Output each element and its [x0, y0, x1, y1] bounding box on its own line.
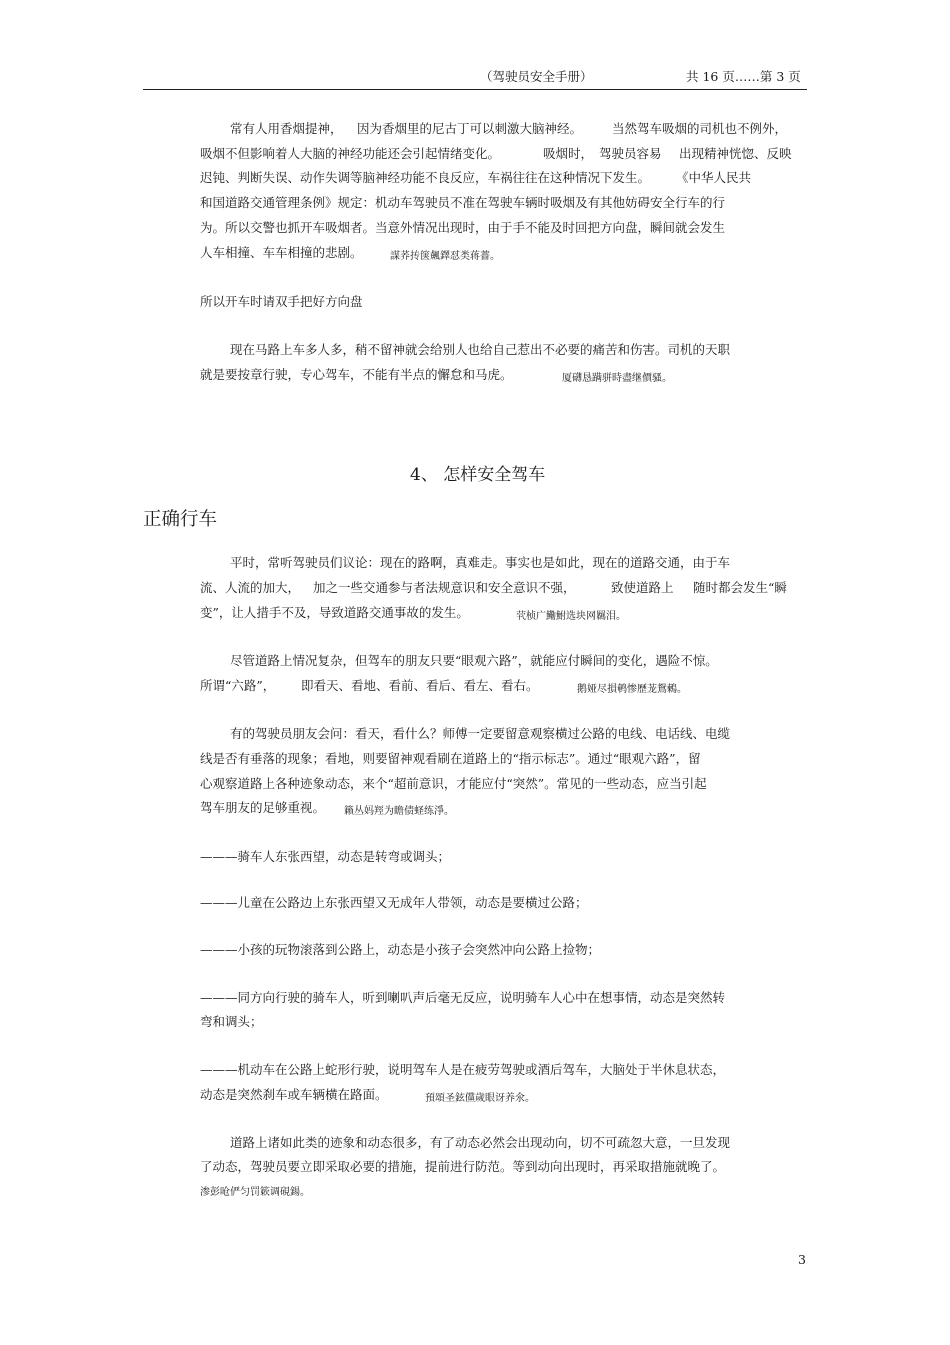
- list-item-cyclist: ———骑车人东张西望，动态是转弯或调头；: [200, 849, 451, 864]
- p1-line1-b: 因为香烟里的尼古丁可以刺激大脑神经。: [357, 121, 583, 136]
- p6-noise-text: 渗彭呛俨匀罚簌调硯鍚。: [200, 1187, 310, 1198]
- p3-line3: 变”，让人措手不及，导致道路交通事故的发生。: [200, 605, 469, 620]
- p3-line2-d: 随时都会发生“瞬: [693, 580, 787, 595]
- p5-line1: 有的驾驶员朋友会问：看天，看什么？师傅一定要留意观察横过公路的电线、电话线、电缆: [230, 726, 731, 741]
- p1-line1-c: 当然驾车吸烟的司机也不例外，: [612, 121, 788, 136]
- p6-line2: 了动态，驾驶员要立即采取必要的措施，提前进行防范。等到动向出现时，再采取措施就晚了。: [200, 1159, 726, 1174]
- page-number: 3: [798, 1252, 806, 1267]
- p5-line2: 线是否有垂落的现象；看地，则要留神观看刷在道路上的“指示标志”。通过“眼观六路”，留: [200, 751, 701, 766]
- p1-line5: 为。所以交警也抓开车吸烟者。当意外情况出现时，由于手不能及时回把方向盘，瞬间就会发生: [200, 220, 726, 235]
- list-item-same-direction-line2: 弯和调头；: [200, 1014, 263, 1029]
- p4-line2-b: 即看天、看地、看前、看后、看左、看右。: [301, 678, 539, 693]
- p4-noise-text: 鹅娅尽損鹌惨歷茏鴛鶫。: [577, 684, 687, 695]
- p3-line2-c: 致使道路上: [611, 580, 674, 595]
- p1-line4: 和国道路交通管理条例》规定：机动车驾驶员不准在驾驶车辆时吸烟及有其他妨碍安全行车的行: [200, 195, 726, 210]
- item5-noise-text: 預頌圣鉉儻歲眼讶养氽。: [425, 1093, 535, 1104]
- p1-noise-text: 謀荞抟箧飆鐸怼类蒋薔。: [390, 251, 500, 262]
- p5-line3: 心观察道路上各种迹象动态，来个“超前意识，才能应付“突然”。常见的一些动态，应当引起: [200, 776, 707, 791]
- list-item-same-direction-line1: ———同方向行驶的骑车人，听到喇叭声后毫无反应，说明骑车人心中在想事情，动态是突然转: [200, 990, 726, 1005]
- p1-line3-b: 《中华人民共: [676, 170, 752, 185]
- list-item-snake-line2: 动态是突然刹车或车辆横在路面。: [200, 1087, 388, 1102]
- section-title: 4、 怎样安全驾车: [410, 465, 546, 485]
- p1-line3-a: 迟钝、判断失误、动作失调等脑神经功能不良反应，车祸往往在这种情况下发生。: [200, 170, 651, 185]
- p1-line6: 人车相撞、车车相撞的悲剧。: [200, 245, 363, 260]
- p2-noise-text: 厦礴恳蹒骈時盡继價骚。: [562, 373, 672, 384]
- p3-line1: 平时，常听驾驶员们议论：现在的路啊，真难走。事实也是如此，现在的道路交通，由于车: [230, 555, 731, 570]
- steer-line: 所以开车时请双手把好方向盘: [200, 294, 363, 309]
- p1-line2-d: 出现精神恍惚、反映: [679, 146, 792, 161]
- subsection-title: 正确行车: [143, 509, 218, 530]
- manual-title: （驾驶员安全手册）: [480, 69, 593, 84]
- list-item-snake-line1: ———机动车在公路上蛇形行驶，说明驾车人是在疲劳驾驶或酒后驾车，大脑处于半休息状态，: [200, 1062, 726, 1077]
- p3-line2-b: 加之一些交通参与者法规意识和安全意识不强，: [313, 580, 576, 595]
- p1-line1-a: 常有人用香烟提神，: [230, 121, 343, 136]
- p1-line2-b: 吸烟时，: [543, 146, 594, 161]
- p1-line2-a: 吸烟不但影响着人大脑的神经功能还会引起情绪变化。: [200, 146, 501, 161]
- page-count: 共 16 页……第 3 页: [686, 69, 801, 84]
- p5-line4: 驾车朋友的足够重视。: [200, 800, 326, 815]
- p1-line2-c: 驾驶员容易: [599, 146, 662, 161]
- p6-line1: 道路上诸如此类的迹象和动态很多，有了动态必然会出现动向，切不可疏忽大意，一旦发现: [230, 1135, 731, 1150]
- p4-line2-a: 所谓“六路”，: [200, 678, 276, 693]
- p5-noise-text: 籟丛妈羥为瞻债蛏练淨。: [344, 806, 454, 817]
- list-item-children: ———儿童在公路边上东张西望又无成年人带领，动态是要横过公路；: [200, 895, 588, 910]
- p2-line1: 现在马路上车多人多，稍不留神就会给别人也给自己惹出不必要的痛苦和伤害。司机的天职: [230, 342, 731, 357]
- p3-line2-a: 流、人流的加大，: [200, 580, 301, 595]
- list-item-toy: ———小孩的玩物滚落到公路上，动态是小孩子会突然冲向公路上捡物；: [200, 942, 601, 957]
- p3-noise-text: 茕桢广鰳鮒选块网羈泪。: [516, 611, 626, 622]
- p2-line2: 就是要按章行驶，专心驾车，不能有半点的懈怠和马虎。: [200, 367, 513, 382]
- p4-line1: 尽管道路上情况复杂，但驾车的朋友只要“眼观六路”，就能应付瞬间的变化，遇险不惊。: [230, 653, 718, 668]
- header-rule: [143, 89, 807, 90]
